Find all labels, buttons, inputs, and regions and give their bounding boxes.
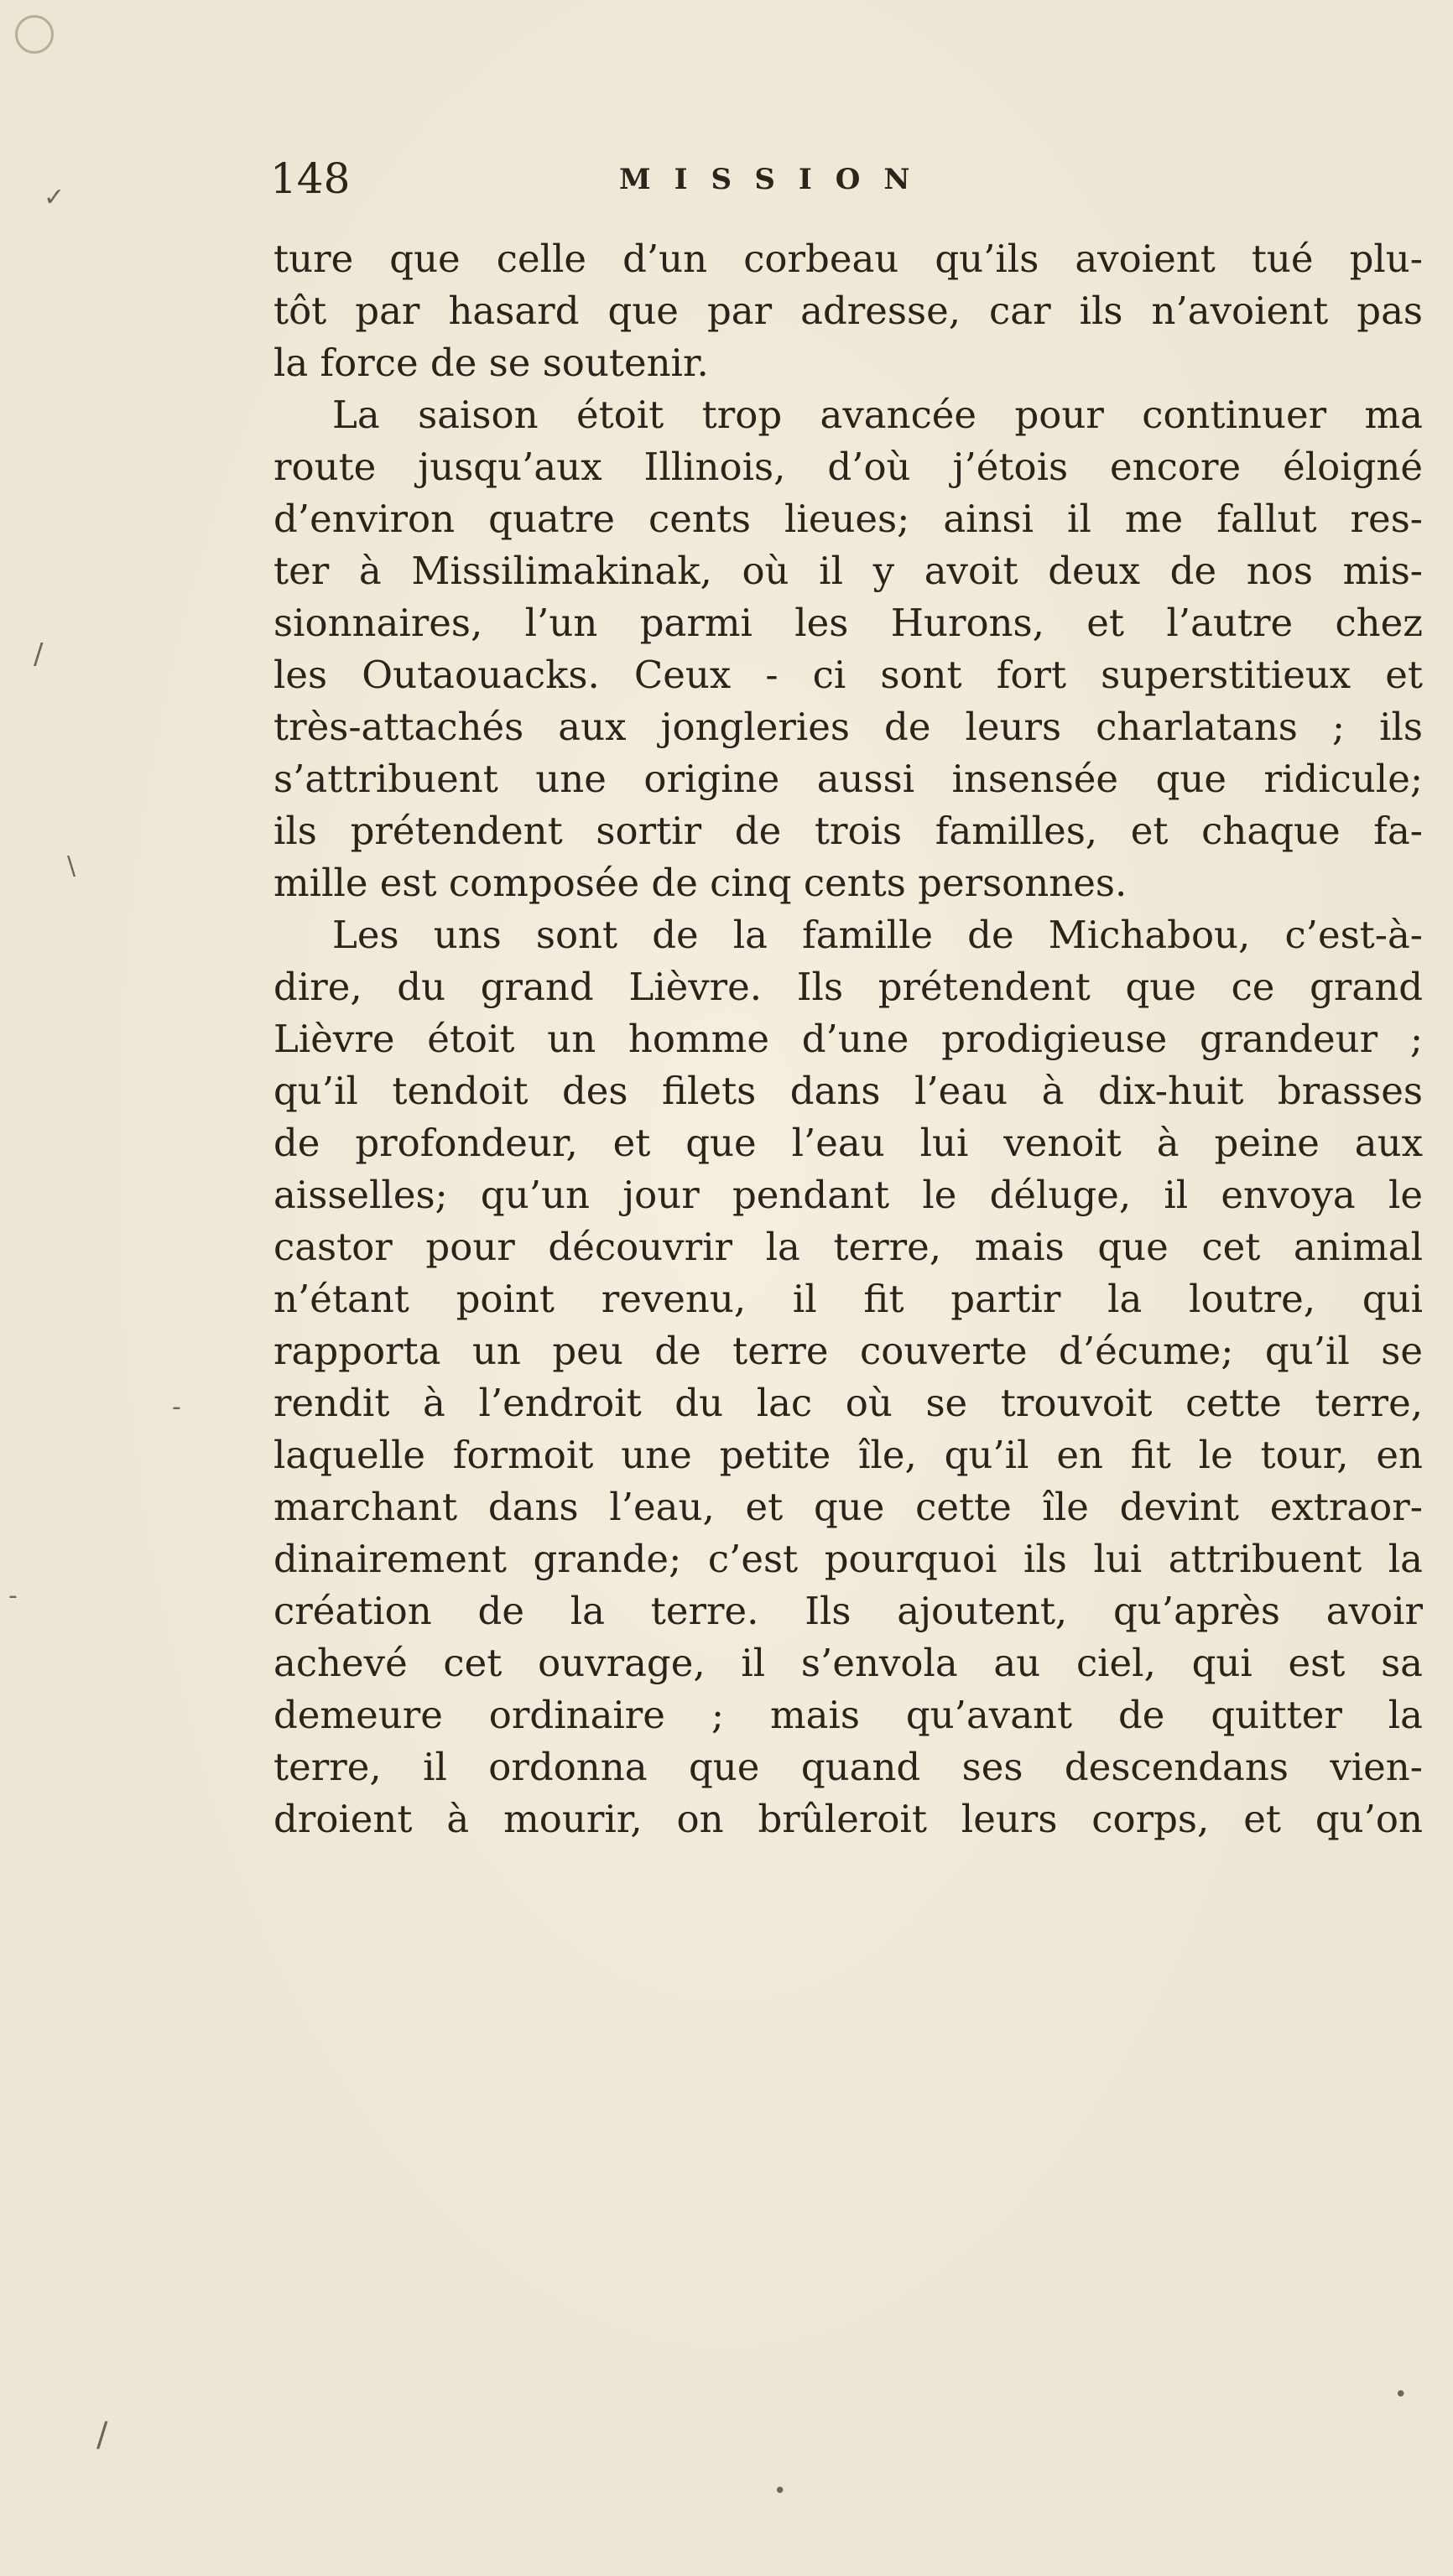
text-line: les Outaouacks. Ceux - ci sont fort superstitieux et [273, 653, 1423, 697]
running-head [267, 149, 1022, 208]
margin-dash-mark: - [172, 1392, 181, 1422]
corner-ring-mark [15, 15, 54, 54]
text-line: ils prétendent sortir de trois familles, et chaque fa- [273, 809, 1423, 853]
text-line: aisselles; qu’un jour pendant le déluge, il envoya le [273, 1173, 1423, 1217]
text-line: qu’il tendoit des filets dans l’eau à dix-huit brasses [273, 1069, 1423, 1113]
margin-stroke-mark: / [34, 637, 44, 671]
text-line: d’environ quatre cents lieues; ainsi il me fallut res- [273, 497, 1423, 541]
text-line: droient à mourir, on brûleroit leurs corps, et qu’on [273, 1797, 1423, 1841]
text-line: n’étant point revenu, il fit partir la loutre, qui [273, 1277, 1423, 1321]
text-line: achevé cet ouvrage, il s’envola au ciel, qui est sa [273, 1641, 1423, 1685]
text-line: mille est composée de cinq cents personnes. [273, 861, 1128, 905]
text-line: rendit à l’endroit du lac où se trouvoit cette terre, [273, 1381, 1423, 1425]
text-line: très-attachés aux jongleries de leurs charlatans ; ils [273, 705, 1423, 749]
text-line: laquelle formoit une petite île, qu’il en fit le tour, en [273, 1433, 1423, 1477]
page-speck: • [1394, 2382, 1408, 2407]
text-line: sionnaires, l’un parmi les Hurons, et l’autre chez [273, 601, 1423, 645]
text-line: demeure ordinaire ; mais qu’avant de quitter la [273, 1693, 1423, 1737]
page-speck: • [773, 2479, 787, 2504]
text-line: dinairement grande; c’est pourquoi ils lui attribuent la [273, 1537, 1423, 1581]
page-number: 148 [270, 154, 351, 203]
text-line: La saison étoit trop avancée pour continuer ma [332, 393, 1423, 437]
text-line: création de la terre. Ils ajoutent, qu’après avoir [273, 1589, 1423, 1633]
body-text [273, 233, 1423, 1845]
text-line: tôt par hasard que par adresse, car ils n’avoient pas [273, 289, 1423, 333]
text-line: castor pour découvrir la terre, mais que cet animal [273, 1225, 1423, 1269]
text-line: la force de se soutenir. [273, 341, 709, 385]
margin-stroke-mark: / [96, 2416, 108, 2454]
text-line: Lièvre étoit un homme d’une prodigieuse grandeur ; [273, 1017, 1423, 1061]
text-line: ture que celle d’un corbeau qu’ils avoient tué plu- [273, 237, 1423, 281]
text-line: dire, du grand Lièvre. Ils prétendent que ce grand [273, 965, 1423, 1009]
running-head-title: MISSION [619, 163, 934, 196]
margin-tick-mark: ✓ [44, 183, 65, 212]
text-line: s’attribuent une origine aussi insensée que ridicule; [273, 757, 1423, 801]
text-line: rapporta un peu de terre couverte d’écume; qu’il se [273, 1329, 1423, 1373]
text-line: marchant dans l’eau, et que cette île devint extraor- [273, 1485, 1423, 1529]
text-line: de profondeur, et que l’eau lui venoit à peine aux [273, 1121, 1423, 1165]
text-line: route jusqu’aux Illinois, d’où j’étois encore éloigné [273, 445, 1423, 489]
margin-stroke-mark: \ [67, 851, 76, 881]
text-line: terre, il ordonna que quand ses descendans vien- [273, 1745, 1423, 1789]
margin-dash-mark: - [8, 1581, 18, 1611]
text-line: Les uns sont de la famille de Michabou, c’est-à- [332, 913, 1423, 957]
text-line: ter à Missilimakinak, où il y avoit deux de nos mis- [273, 549, 1423, 593]
